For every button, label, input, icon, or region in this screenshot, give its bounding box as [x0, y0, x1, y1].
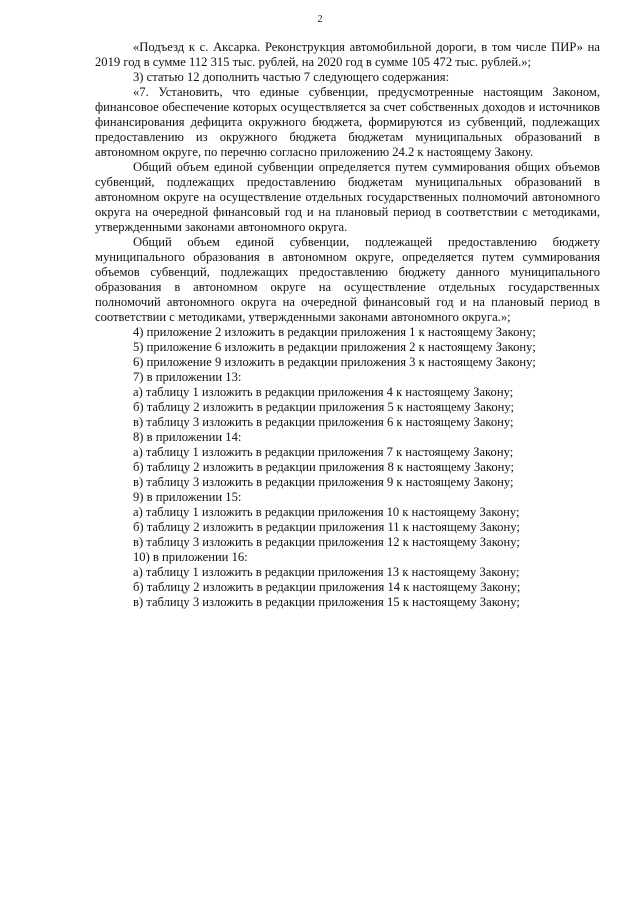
list-item: в) таблицу 3 изложить в редакции приложения 9 к настоящему Закону;: [133, 475, 514, 489]
list-item-appendix-13: 7) в приложении 13:: [133, 370, 242, 384]
list-item: б) таблицу 2 изложить в редакции приложения 14 к настоящему Закону;: [133, 580, 521, 594]
paragraph-unified-subventions: «7. Установить, что единые субвенции, предусмотренные настоящим Законом, финансовое обеспечение которых осуществляется за счет собственных доходов и источников финансирования дефицита окружного бюджета, формируются из субвенций, подлежащих предоставлению из окружного бюджета бюджетам муниципальных образований в автономном округе, по перечню согласно приложению 24.2 к настоящему Закону.: [95, 85, 600, 159]
list-item: в) таблицу 3 изложить в редакции приложения 15 к настоящему Закону;: [133, 595, 520, 609]
list-item: б) таблицу 2 изложить в редакции приложения 11 к настоящему Закону;: [133, 520, 520, 534]
list-item: в) таблицу 3 изложить в редакции приложения 6 к настоящему Закону;: [133, 415, 514, 429]
list-item-appendix-15: 9) в приложении 15:: [133, 490, 242, 504]
list-item: а) таблицу 1 изложить в редакции приложения 4 к настоящему Закону;: [133, 385, 514, 399]
list-item: а) таблицу 1 изложить в редакции приложения 7 к настоящему Закону;: [133, 445, 514, 459]
paragraph-total-subvention-volume: Общий объем единой субвенции определяется путем суммирования общих объемов субвенций, подлежащих предоставлению бюджетам муниципальных образований в автономном округе на осуществление отдельных государственных полномочий автономного округа на очередной финансовый год и на плановый период в соответствии с методиками, утвержденными законами автономного округа.: [95, 160, 600, 234]
page-number: 2: [317, 14, 323, 25]
paragraph-road-reconstruction: «Подъезд к с. Аксарка. Реконструкция автомобильной дороги, в том числе ПИР» на 2019 год в сумме 112 315 тыс. рублей, на 2020 год в сумме 105 472 тыс. рублей.»;: [95, 40, 600, 69]
paragraph-appendix-6: 5) приложение 6 изложить в редакции приложения 2 к настоящему Закону;: [133, 340, 536, 354]
paragraph-article-12-amendment: 3) статью 12 дополнить частью 7 следующего содержания:: [133, 70, 450, 84]
list-item: а) таблицу 1 изложить в редакции приложения 10 к настоящему Закону;: [133, 505, 520, 519]
list-item-appendix-16: 10) в приложении 16:: [133, 550, 248, 564]
list-item-appendix-14: 8) в приложении 14:: [133, 430, 242, 444]
paragraph-appendix-9: 6) приложение 9 изложить в редакции приложения 3 к настоящему Закону;: [133, 355, 536, 369]
list-item: б) таблицу 2 изложить в редакции приложения 5 к настоящему Закону;: [133, 400, 515, 414]
paragraph-municipal-subvention-volume: Общий объем единой субвенции, подлежащей предоставлению бюджету муниципального образования в автономном округе, определяется путем суммирования объемов субвенций, подлежащих предоставлению бюджету данного муниципального образования в автономном округе на осуществление отдельных государственных полномочий автономного округа на очередной финансовый год и на плановый период в соответствии с методиками, утвержденными законами автономного округа.»;: [95, 235, 600, 324]
document-body: [95, 40, 600, 610]
list-item: б) таблицу 2 изложить в редакции приложения 8 к настоящему Закону;: [133, 460, 515, 474]
list-item: а) таблицу 1 изложить в редакции приложения 13 к настоящему Закону;: [133, 565, 520, 579]
list-item: в) таблицу 3 изложить в редакции приложения 12 к настоящему Закону;: [133, 535, 520, 549]
paragraph-appendix-2: 4) приложение 2 изложить в редакции приложения 1 к настоящему Закону;: [133, 325, 536, 339]
